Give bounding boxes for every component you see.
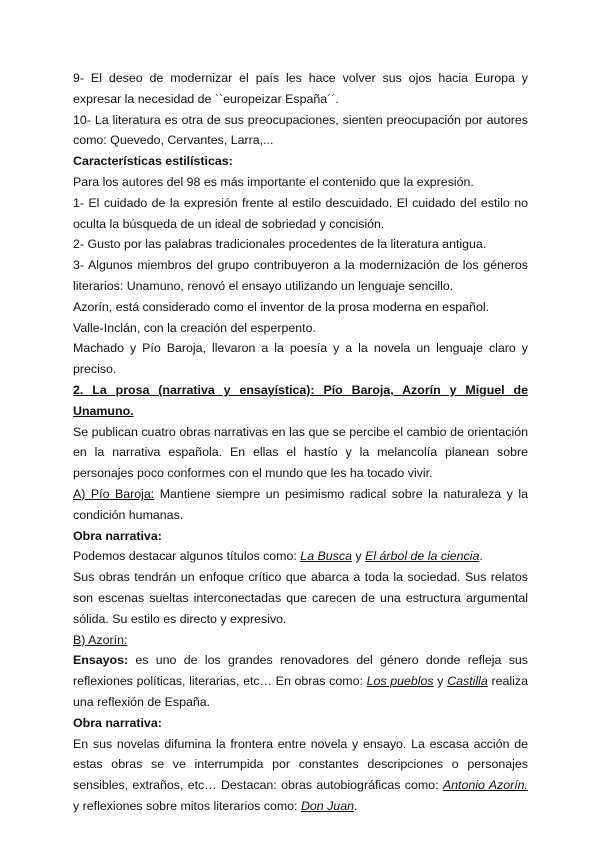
novels-end: . — [353, 798, 358, 813]
heading-narrative-work-1: Obra narrativa: — [73, 528, 162, 543]
baroja-paragraph — [73, 484, 528, 526]
valle-line: Valle-Inclán, con la creación del esperpento. — [73, 320, 316, 335]
essays-label: Ensayos: — [73, 653, 129, 668]
essays-end: realiza una reflexión de España. — [73, 674, 528, 709]
baroja-works-paragraph: Sus obras tendrán un enfoque crítico que abarca a toda la sociedad. Sus relatos son escenas sueltas interconectadas que carecen de una estructura argumental sólida. Su estilo es directo y expresivo. — [73, 570, 528, 626]
point-9: 9- El deseo de modernizar el país les hace volver sus ojos hacia Europa y expresar la necesidad de ``europeizar España´´. — [73, 71, 528, 106]
title-la-busca: La Busca — [300, 549, 352, 564]
stylistic-point-2: 2- Gusto por las palabras tradicionales procedentes de la literatura antigua. — [73, 237, 487, 252]
prose-intro: Se publican cuatro obras narrativas en las que se percibe el cambio de orientación en la narrativa española. En ellas el hastío y la melancolía planean sobre personajes poco conformes con el mundo que les ha tocado vivir. — [73, 424, 528, 481]
titles-paragraph — [73, 546, 528, 567]
title-el-arbol: El árbol de la ciencia — [365, 549, 480, 564]
titles-end: . — [479, 549, 483, 564]
heading-stylistic-features: Características estilísticas: — [73, 154, 233, 169]
stylistic-intro: Para los autores del 98 es más importante el contenido que la expresión. — [73, 174, 474, 189]
document-page — [73, 68, 528, 817]
novels-text: En sus novelas difumina la frontera entre novela y ensayo. La escasa acción de estas obras se ve interrumpida por constantes descripciones o personajes sensibles, extraños, etc… Destacan: obras autobiográficas como: — [73, 736, 528, 793]
title-don-juan: Don Juan — [300, 798, 354, 813]
titles-and-1: y — [351, 549, 366, 564]
baroja-label: A) Pío Baroja: — [73, 486, 155, 501]
title-los-pueblos: Los pueblos — [366, 674, 434, 689]
machado-line: Machado y Pío Baroja, llevaron a la poesía y a la novela un lenguaje claro y preciso. — [73, 341, 528, 377]
azorin-label: B) Azorín: — [73, 632, 128, 647]
heading-narrative-work-2: Obra narrativa: — [73, 715, 162, 730]
stylistic-point-1: 1- El cuidado de la expresión frente al estilo descuidado. El cuidado del estilo no oculta la búsqueda de un ideal de sobriedad y concisión. — [73, 195, 528, 231]
novels-paragraph — [73, 734, 528, 817]
essays-paragraph — [73, 650, 528, 712]
titles-prefix: Podemos destacar algunos títulos como: — [73, 549, 301, 564]
title-castilla: Castilla — [447, 674, 488, 689]
point-10: 10- La literatura es otra de sus preocupaciones, sienten preocupación por autores como: Quevedo, Cervantes, Larra,... — [73, 112, 528, 148]
novels-mid: y reflexiones sobre mitos literarios como: — [73, 798, 301, 813]
azorin-label-line — [73, 630, 528, 651]
baroja-text: Mantiene siempre un pesimismo radical sobre la naturaleza y la condición humanas. — [73, 486, 528, 522]
azorin-line: Azorín, está considerado como el inventor de la prosa moderna en español. — [73, 299, 490, 314]
essays-text: es uno de los grandes renovadores del género donde refleja sus reflexiones políticas, literarias, etc… En obras como: — [73, 653, 528, 689]
stylistic-point-3: 3- Algunos miembros del grupo contribuyeron a la modernización de los géneros literarios: Unamuno, renovó el ensayo utilizando un lenguaje sencillo. — [73, 258, 528, 293]
title-antonio-azorin: Antonio Azorín. — [442, 778, 528, 793]
section-2-heading: 2. La prosa (narrativa y ensayística): Pío Baroja, Azorín y Miguel de Unamuno. — [73, 382, 528, 418]
essays-and: y — [433, 674, 448, 689]
